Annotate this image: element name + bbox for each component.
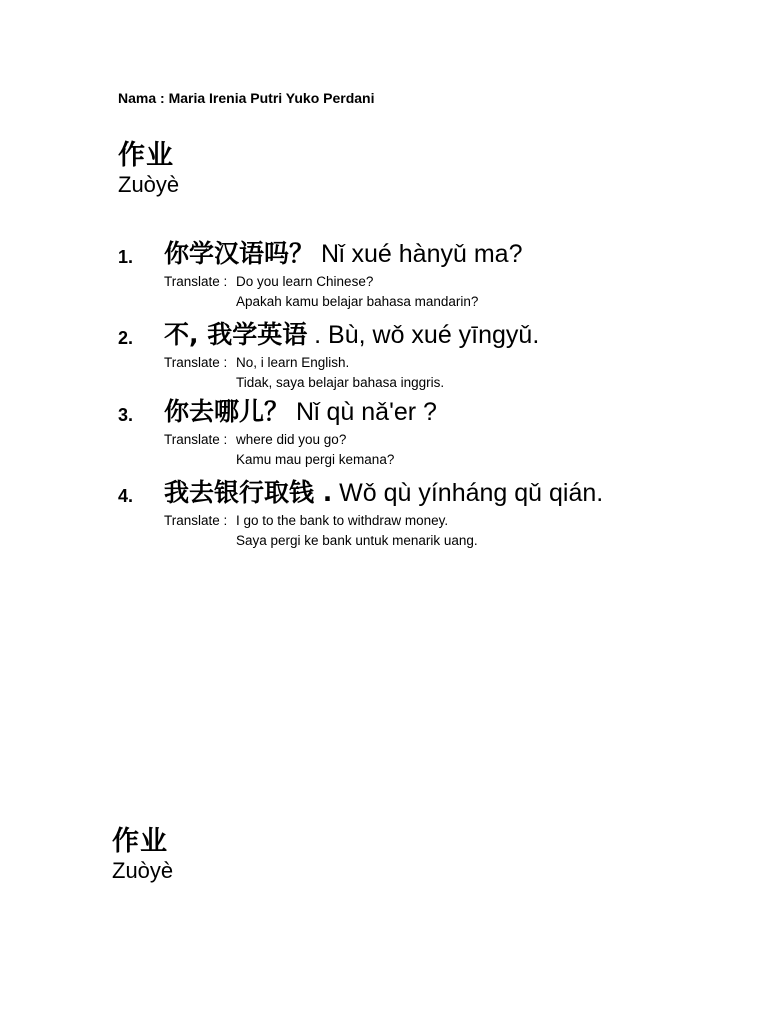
translation-english: Do you learn Chinese? [236,274,374,289]
student-name-line: Nama : Maria Irenia Putri Yuko Perdani [118,90,375,106]
translation-english: No, i learn English. [236,355,350,370]
item-number: 2. [118,328,134,348]
translation-english: where did you go? [236,432,347,447]
sentence-item-3 [118,396,738,467]
homework-title-hanzi: 作业 [118,140,174,171]
footer-title-hanzi: 作业 [112,826,168,857]
item-number: 1. [118,247,134,267]
homework-title-pinyin: Zuòyè [118,172,180,197]
translation-indonesian: Kamu mau pergi kemana? [236,452,395,467]
sentence-hanzi: 不, 我学英语 [164,320,308,349]
translate-label: Translate : [164,355,228,370]
translate-label: Translate : [164,274,228,289]
sentence-hanzi: 你学汉语吗？ [164,239,315,268]
item-number: 4. [118,486,134,506]
translation-indonesian: Tidak, saya belajar bahasa inggris. [236,375,445,390]
translation-indonesian: Apakah kamu belajar bahasa mandarin? [236,294,479,309]
sentence-hanzi: 我去银行取钱 . [164,478,333,507]
sentence-pinyin: Nǐ qù nǎ'er ? [295,398,437,426]
translate-label: Translate : [164,513,228,528]
footer-title-pinyin: Zuòyè [112,858,174,883]
sentence-pinyin: . Bù, wǒ xué yīngyǔ. [314,321,540,349]
translate-label: Translate : [164,432,228,447]
item-number: 3. [118,405,134,425]
sentence-hanzi: 你去哪儿？ [164,397,290,426]
sentence-pinyin: Wǒ qù yínháng qǔ qián. [339,479,604,507]
translation-english: I go to the bank to withdraw money. [236,513,449,528]
sentence-item-4 [118,477,738,548]
sentence-pinyin: Nǐ xué hànyǔ ma? [320,240,523,268]
sentence-item-1 [118,238,738,309]
sentence-item-2 [118,319,738,390]
translation-indonesian: Saya pergi ke bank untuk menarik uang. [236,533,478,548]
